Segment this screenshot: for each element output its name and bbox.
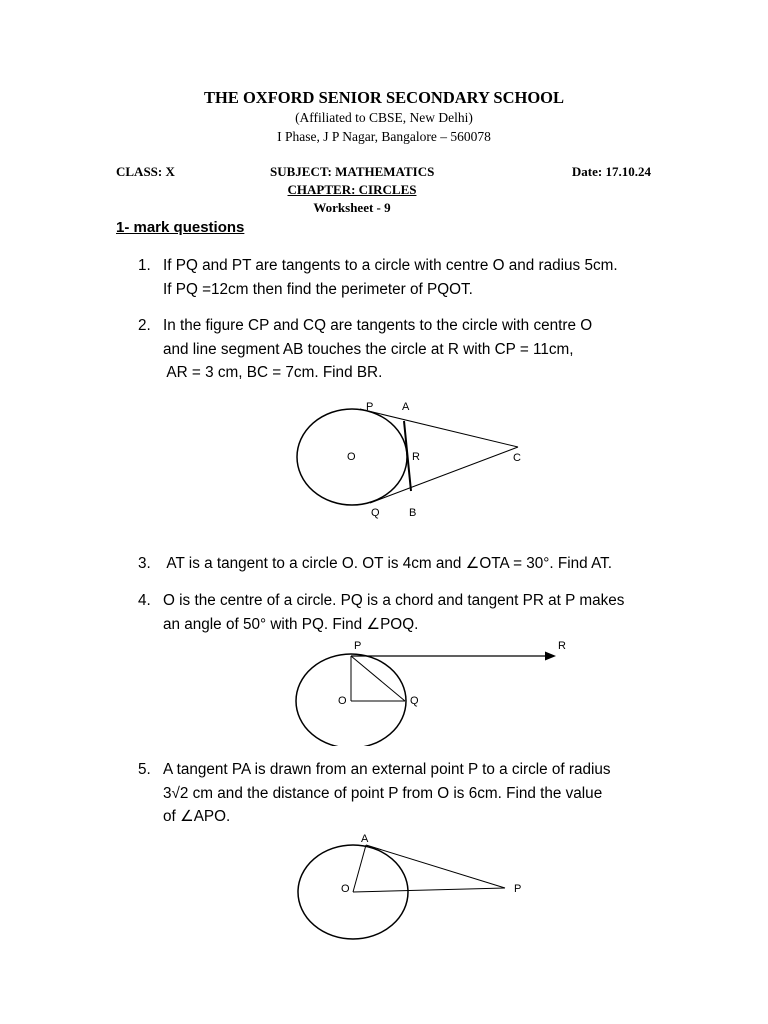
chord-pq [351, 656, 405, 701]
tangent-pa [366, 845, 505, 888]
section-title: 1- mark questions [116, 219, 245, 236]
tangent-cp [360, 409, 518, 447]
question-line: O is the centre of a circle. PQ is a chord and tangent PR at P makes [163, 592, 625, 609]
subject-label: SUBJECT: MATHEMATICS [270, 164, 435, 179]
tangent-ab [404, 421, 411, 491]
question-line: If PQ and PT are tangents to a circle with centre O and radius 5cm. [163, 257, 618, 274]
tangent-cq [370, 447, 518, 503]
worksheet-label: Worksheet - 9 [313, 200, 391, 215]
segment-op [353, 888, 505, 892]
question-1-text [163, 254, 618, 301]
question-5-text [163, 758, 611, 829]
label-q: Q [371, 507, 380, 519]
question-line: and line segment AB touches the circle at R with CP = 11cm, [163, 340, 574, 358]
label-r: R [412, 451, 420, 463]
label-q: Q [410, 695, 419, 707]
label-p: P [354, 640, 362, 652]
question-line: In the figure CP and CQ are tangents to the circle with centre O [163, 317, 593, 334]
question-line: 3√2 cm and the distance of point P from O is 6cm. Find the value [163, 784, 603, 802]
question-line: AT is a tangent to a circle O. OT is 4cm and ∠OTA = 30°. Find AT. [163, 555, 613, 572]
label-o: O [341, 883, 350, 895]
question-number: 4. [138, 592, 151, 609]
question-number: 3. [138, 555, 151, 572]
question-line: If PQ =12cm then find the perimeter of PQOT. [163, 280, 473, 298]
label-o: O [347, 451, 356, 463]
label-c: C [513, 452, 521, 464]
label-a: A [402, 401, 410, 413]
question-number: 5. [138, 761, 151, 778]
label-b: B [409, 507, 417, 519]
label-a: A [361, 833, 369, 845]
question-number: 2. [138, 317, 151, 334]
question-line: of ∠APO. [163, 808, 231, 825]
school-address: I Phase, J P Nagar, Bangalore – 560078 [277, 129, 491, 144]
radius-oa [353, 845, 366, 892]
question-2-text [163, 314, 592, 385]
question-line: an angle of 50° with PQ. Find ∠POQ. [163, 615, 419, 633]
label-p: P [366, 401, 374, 413]
question-4-text [163, 589, 624, 636]
chapter-label: CHAPTER: CIRCLES [287, 182, 417, 197]
figure-tangents-cp-cq [280, 395, 540, 525]
figure-tangent-pa [290, 828, 540, 948]
school-name: THE OXFORD SENIOR SECONDARY SCHOOL [203, 88, 565, 107]
label-p: P [514, 883, 522, 895]
figure-chord-tangent [290, 636, 580, 746]
arrow-head-icon [545, 652, 556, 661]
question-line: A tangent PA is drawn from an external point P to a circle of radius [163, 761, 611, 778]
question-3-text [163, 552, 612, 576]
label-r: R [558, 640, 566, 652]
question-line: AR = 3 cm, BC = 7cm. Find BR. [163, 364, 383, 381]
date-label: Date: 17.10.24 [571, 164, 651, 179]
question-number: 1. [138, 257, 151, 274]
label-o: O [338, 695, 347, 707]
class-label: CLASS: X [116, 164, 175, 179]
affiliation-text: (Affiliated to CBSE, New Delhi) [295, 110, 473, 125]
